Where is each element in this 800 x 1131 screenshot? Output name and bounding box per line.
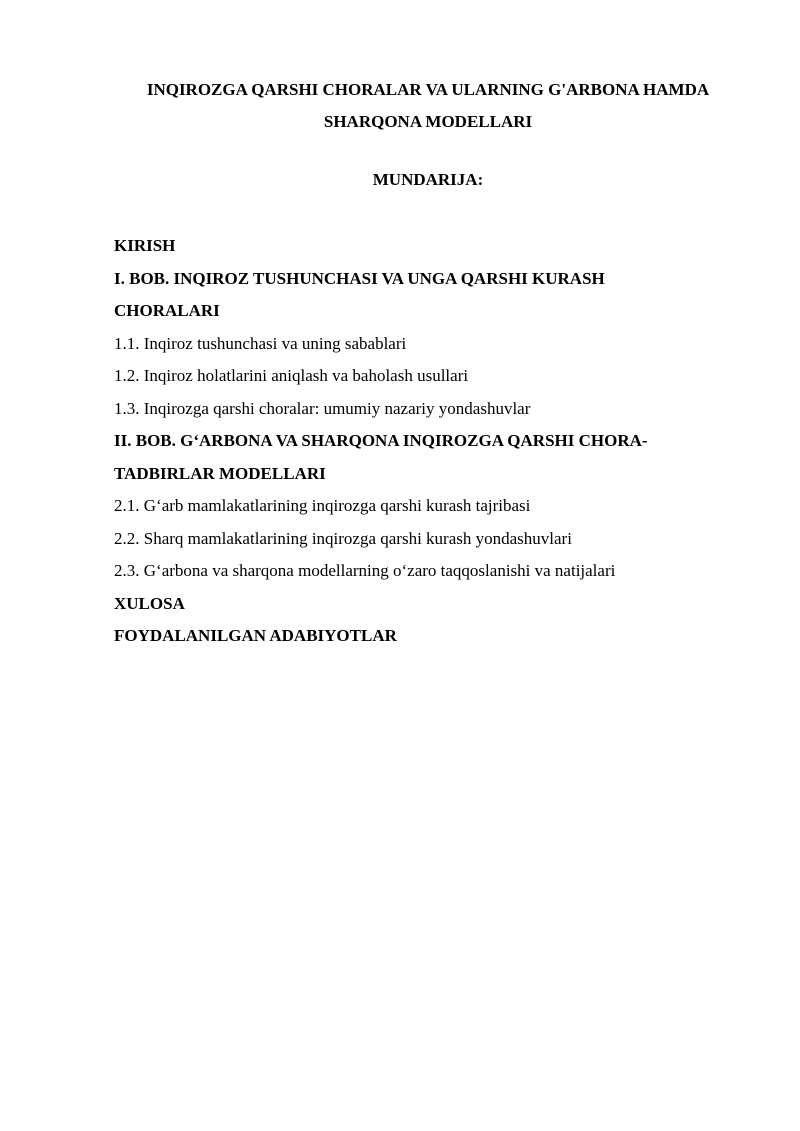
toc-item: 2.2. Sharq mamlakatlarining inqirozga qarshi kurash yondashuvlari — [114, 528, 572, 548]
toc-item: 1.3. Inqirozga qarshi choralar: umumiy nazariy yondashuvlar — [114, 398, 531, 418]
table-of-contents-heading: MUNDARIJA: — [372, 170, 484, 189]
document-title — [100, 74, 756, 138]
document-title-line-2: SHARQONA MODELLARI — [323, 112, 533, 131]
toc-item: I. BOB. INQIROZ TUSHUNCHASI VA UNGA QARSHI KURASH — [114, 268, 605, 288]
toc-item: FOYDALANILGAN ADABIYOTLAR — [114, 626, 397, 645]
toc-item: KIRISH — [114, 236, 176, 255]
toc-item: 2.1. G‘arb mamlakatlarining inqirozga qarshi kurash tajribasi — [114, 496, 531, 515]
document-title-line-1: INQIROZGA QARSHI CHORALAR VA ULARNING G'ARBONA HAMDA — [146, 80, 710, 99]
table-of-contents — [114, 230, 714, 653]
toc-item: CHORALARI — [114, 301, 220, 320]
toc-item: 2.3. G‘arbona va sharqona modellarning o‘zaro taqqoslanishi va natijalari — [114, 561, 616, 580]
toc-item: 1.1. Inqiroz tushunchasi va uning sabablari — [114, 333, 407, 353]
toc-item: 1.2. Inqiroz holatlarini aniqlash va baholash usullari — [114, 366, 469, 385]
toc-item: XULOSA — [114, 593, 185, 613]
toc-item: II. BOB. G‘ARBONA VA SHARQONA INQIROZGA QARSHI CHORA- — [114, 431, 648, 450]
toc-item: TADBIRLAR MODELLARI — [114, 463, 326, 483]
